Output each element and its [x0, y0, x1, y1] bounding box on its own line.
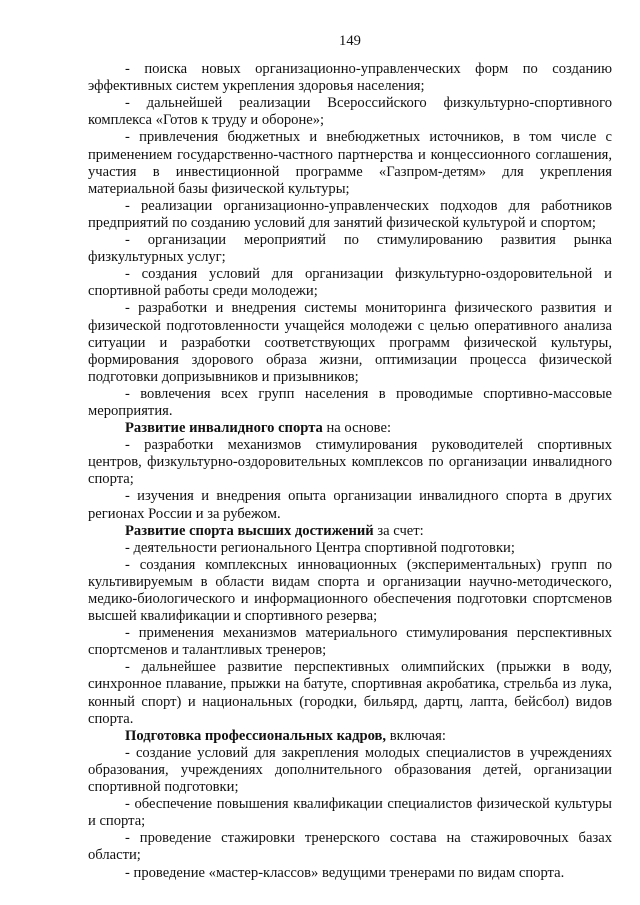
list-paragraph: - изучения и внедрения опыта организации инвалидного спорта в других регионах России и за рубежом. — [88, 488, 612, 522]
section-heading-suffix: включая: — [386, 727, 446, 744]
section-heading-suffix: за счет: — [373, 522, 424, 539]
list-paragraph: - привлечения бюджетных и внебюджетных источников, в том числе с применением государственно-частного партнерства и концессионного соглашения, участия в инвестиционной программе «Газпром-детям» для укрепления материальной базы физической культуры; — [88, 129, 612, 197]
list-paragraph: - применения механизмов материального стимулирования перспективных спортсменов и талантливых тренеров; — [88, 625, 612, 659]
list-paragraph: - разработки механизмов стимулирования руководителей спортивных центров, физкультурно-оздоровительных комплексов по организации инвалидного спорта; — [88, 437, 612, 488]
list-paragraph: - проведение стажировки тренерского состава на стажировочных базах области; — [88, 830, 612, 864]
section-heading-title: Развитие спорта высших достижений — [125, 522, 374, 539]
section-heading — [88, 420, 612, 437]
list-paragraph: - разработки и внедрения системы мониторинга физического развития и физической подготовленности учащейся молодежи с целью оперативного анализа ситуации и разработки соответствующих программ физической культуры, формирования здорового образа жизни, оптимизации процесса физической подготовки допризывников и призывников; — [88, 300, 612, 385]
section-heading-title: Развитие инвалидного спорта — [125, 420, 323, 437]
section-heading-suffix: на основе: — [322, 420, 392, 437]
list-paragraph: - поиска новых организационно-управленческих форм по созданию эффективных систем укрепления здоровья населения; — [88, 61, 612, 95]
list-paragraph: - создания условий для организации физкультурно-оздоровительной и спортивной работы среди молодежи; — [88, 266, 612, 300]
list-paragraph: - проведение «мастер-классов» ведущими тренерами по видам спорта. — [125, 864, 565, 881]
section-heading — [88, 523, 612, 540]
document-body — [88, 61, 612, 882]
section-heading — [88, 728, 612, 745]
list-paragraph: - реализации организационно-управленческих подходов для работников предприятий по созданию условий для занятий физической культурой и спортом; — [88, 197, 612, 231]
list-paragraph: - создания комплексных инновационных (экспериментальных) групп по культивируемым в области видам спорта и организации научно-методического, медико-биологического и информационного обеспечения подготовки спортсменов высшей квалификации и спортивного резерва; — [88, 556, 612, 625]
list-paragraph: - деятельности регионального Центра спортивной подготовки; — [125, 539, 515, 556]
page-number: 149 — [339, 33, 361, 49]
list-paragraph: - обеспечение повышения квалификации специалистов физической культуры и спорта; — [88, 796, 612, 830]
list-paragraph: - дальнейшей реализации Всероссийского физкультурно-спортивного комплекса «Готов к труду и обороне»; — [88, 95, 612, 129]
list-paragraph: - дальнейшее развитие перспективных олимпийских (прыжки в воду, синхронное плавание, прыжки на батуте, спортивная акробатика, стрельба из лука, конный спорт) и национальных (городки, бильярд, дартц, лапта, бейсбол) видов спорта. — [88, 659, 612, 727]
list-paragraph: - организации мероприятий по стимулированию развития рынка физкультурных услуг; — [88, 232, 612, 266]
list-paragraph: - создание условий для закрепления молодых специалистов в учреждениях образования, учреждениях дополнительного образования детей, организации спортивной подготовки; — [88, 744, 612, 796]
section-heading-title: Подготовка профессиональных кадров, — [125, 727, 387, 744]
list-paragraph: - вовлечения всех групп населения в проводимые спортивно-массовые мероприятия. — [88, 385, 612, 419]
